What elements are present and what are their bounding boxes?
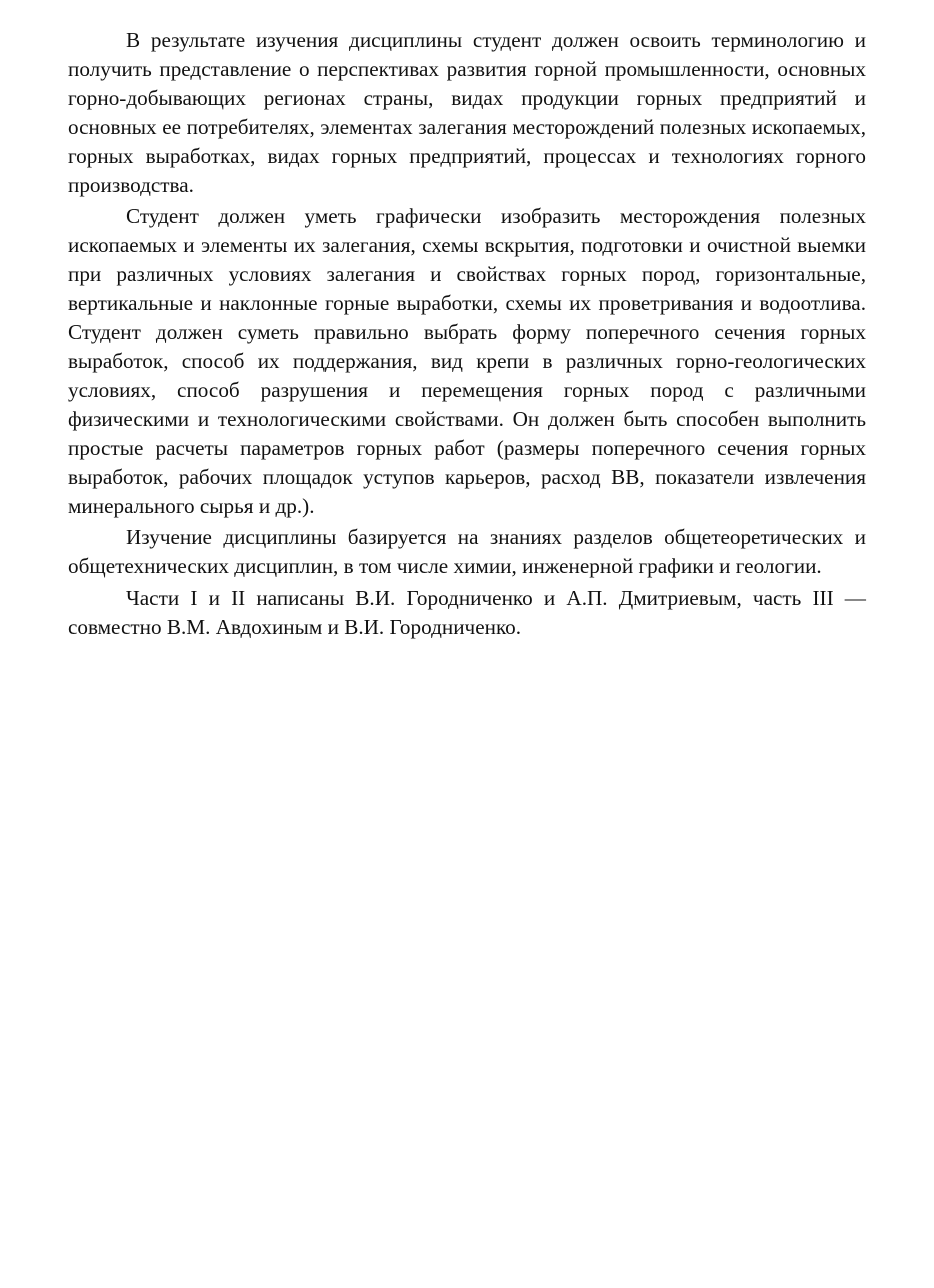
paragraph-student-skills: Студент должен уметь графически изобразить месторождения полезных ископаемых и элементы их залегания, схемы вскрытия, подготовки и очистной выемки при различных условиях залегания и свойствах горных пород, горизонтальные, вертикальные и наклонные горные выработки, схемы их проветривания и водоотлива. Студент должен суметь правильно выбрать форму поперечного сечения горных выработок, способ их поддержания, вид крепи в различных горно-геологических условиях, способ разрушения и перемещения горных пород с различными физическими и технологическими свойствами. Он должен быть способен выполнить простые расчеты параметров горных работ (размеры поперечного сечения горных выработок, рабочих площадок уступов карьеров, расход ВВ, показатели извлечения минерального сырья и др.). bbox=[68, 204, 866, 518]
paragraph-authors: Части I и II написаны В.И. Городниченко и А.П. Дмитриевым, часть III — совместно В.М. Авдохиным и В.И. Городниченко. bbox=[68, 586, 866, 640]
document-page bbox=[68, 26, 866, 645]
paragraph-prerequisites: Изучение дисциплины базируется на знаниях разделов общетеоретических и общетехнических дисциплин, в том числе химии, инженерной графики и геологии. bbox=[68, 525, 866, 579]
paragraph-learning-outcomes: В результате изучения дисциплины студент должен освоить терминологию и получить представление о перспективах развития горной промышленности, основных горно-добывающих регионах страны, видах продукции горных предприятий и основных ее потребителях, элементах залегания месторождений полезных ископаемых, горных выработках, видах горных предприятий, процессах и технологиях горного производства. bbox=[68, 28, 866, 197]
